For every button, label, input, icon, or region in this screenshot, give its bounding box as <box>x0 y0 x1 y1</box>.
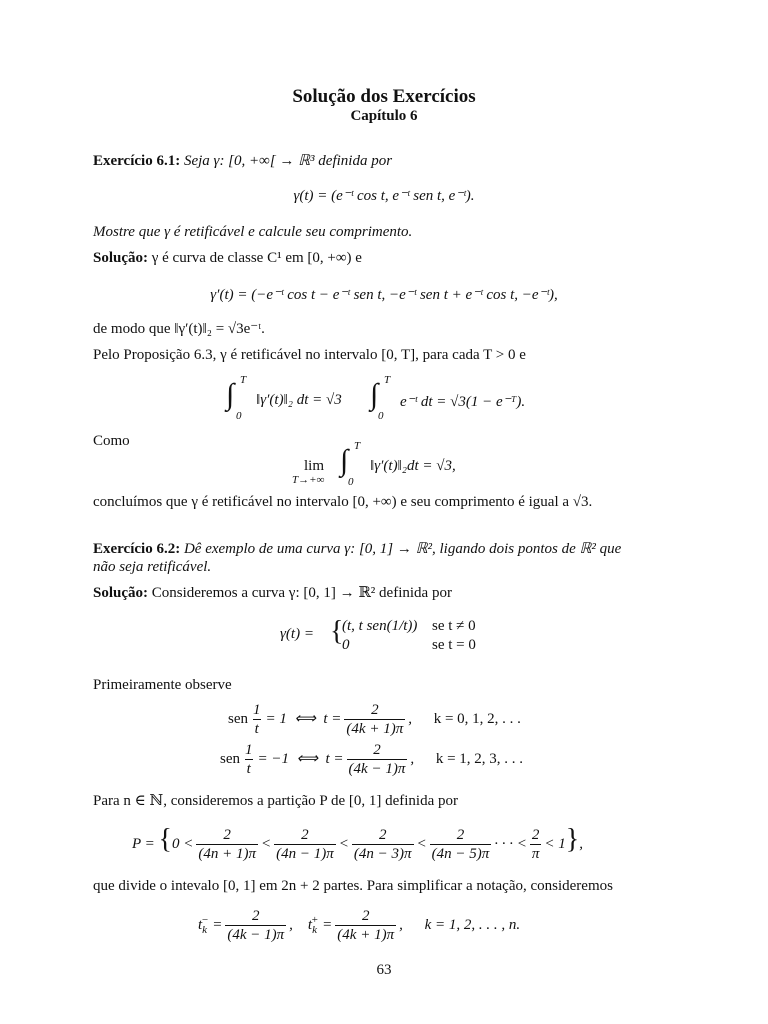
equation-derivative: γ′(t) = (−e⁻ᵗ cos t − e⁻ᵗ sen t, −e⁻ᵗ sen t + e⁻ᵗ cos t, −e⁻ᵗ), <box>210 287 558 303</box>
document-page: Solução dos Exercícios Capítulo 6 Exercício 6.1: Seja γ: [0, +∞[ → ℝ³ definida por γ(t) = (e⁻ᵗ cos t, e⁻ᵗ sen t, e⁻ᵗ). Mostre que γ é retificável e calcule seu comprimento. Solução: γ é curva de classe C¹ em [0, +∞) e γ′(t) = (−e⁻ᵗ cos t − e⁻ᵗ sen t, −e⁻ᵗ sen t + e⁻ᵗ cos t, −e⁻ᵗ), de modo que ‖γ′(t)‖₂ = √3e⁻ᵗ. Pelo Proposição 6.3, γ é retificável no intervalo [0, T], para cada T > 0 e ∫ T 0 ‖γ′(t)‖₂ dt = √3 ∫ T 0 e⁻ᵗ dt = √3(1 − e⁻ᵀ). Como lim T→+∞ ∫ T 0 ‖γ′(t)‖₂dt = √3, concluímos que γ é retificável no intervalo [0, +∞) e seu comprimento é igual a √3. Exercício 6.2: Dê exemplo de uma curva γ: [0, 1] → ℝ², ligando dois pontos de ℝ² que não seja retificável. Solução: Consideremos a curva γ: [0, 1] → ℝ² definida por γ(t) = { (t, t sen(1/t)) se t ≠ 0 0 se t = 0 Primeiramente observe sen $\frac{1}{t}$ = 1 ⟺ t = $\frac{2}{(4k + 1)\pi}$ , k = 0, 1, 2, . . . sen $\frac{1}{t}$ = −1 ⟺ t = $\frac{2}{(4k - 1)\pi}$ , k = 1, 2, 3, . . . Para n ∈ ℕ, consideremos a partição P de [0, 1] definida por P = {0 < $\frac{2}{(4n + 1)\pi}$ < $\frac{2}{(4n - 1)\pi}$ < $\frac{2}{(4n - 3)\pi}$ < $\frac{2}{(4n - 5)\pi}$ · · · < $\frac{2}{\pi}$ < 1}, que divide o intevalo [0, 1] em 2n + 2 partes. Para simplificar a notação, consideremos $t_k^-$ = $\frac{2}{(4k - 1)\pi}$ , $t_k^+$ = $\frac{2}{(4k + 1)\pi}$ , k = 1, 2, . . . , n. 63 <box>0 0 768 1024</box>
page-title: Solução dos Exercícios <box>292 86 476 107</box>
solution-line <box>93 584 452 602</box>
equation-partition: P = {0 < $\frac{2}{(4n + 1)\pi}$ < $\frac{2}{(4n - 1)\pi}$ < $\frac{2}{(4n - 3)\pi}$ < $\frac{2}{(4n - 5)\pi}$ · · · < $\frac{2}{\pi}$ < 1}, <box>132 824 583 863</box>
solution-line <box>93 249 362 267</box>
norm-line: de modo que ‖γ′(t)‖₂ = √3e⁻ᵗ. <box>93 321 265 337</box>
exercise-text: Dê exemplo de uma curva γ: [0, 1] → ℝ², ligando dois pontos de ℝ² que <box>183 541 622 557</box>
exercise-text: Seja γ: [0, +∞[ → ℝ³ definida por <box>183 153 393 169</box>
proposition-line: Pelo Proposição 6.3, γ é retificável no intervalo [0, T], para cada T > 0 e <box>93 347 526 363</box>
page-number: 63 <box>376 962 392 978</box>
exercise-label: Exercício 6.1: <box>93 153 181 169</box>
solution-text: γ é curva de classe C¹ em [0, +∞) e <box>151 250 362 266</box>
exercise-6-2-statement <box>93 540 621 558</box>
page-subtitle: Capítulo 6 <box>350 108 418 124</box>
exercise-label: Exercício 6.2: <box>93 541 181 557</box>
divide-line: que divide o intevalo [0, 1] em 2n + 2 partes. Para simplificar a notação, consideremos <box>93 878 613 894</box>
equation-gamma: γ(t) = (e⁻ᵗ cos t, e⁻ᵗ sen t, e⁻ᵗ). <box>293 188 475 204</box>
conclusion-line: concluímos que γ é retificável no intervalo [0, +∞) e seu comprimento é igual a √3. <box>93 494 593 510</box>
solution-label: Solução: <box>93 250 149 266</box>
exercise-task: Mostre que γ é retificável e calcule seu comprimento. <box>93 224 413 240</box>
equation-tk: $t_k^-$ = $\frac{2}{(4k - 1)\pi}$ , $t_k^+$ = $\frac{2}{(4k + 1)\pi}$ , k = 1, 2, . . . , n. <box>198 908 521 943</box>
observation-2: sen $\frac{1}{t}$ = −1 ⟺ t = $\frac{2}{(4k - 1)\pi}$ , k = 1, 2, 3, . . . <box>220 742 524 777</box>
observation-1: sen $\frac{1}{t}$ = 1 ⟺ t = $\frac{2}{(4k + 1)\pi}$ , k = 0, 1, 2, . . . <box>228 702 521 737</box>
exercise-text-cont: não seja retificável. <box>93 559 212 575</box>
exercise-6-1-statement <box>93 152 392 170</box>
como-line: Como <box>93 433 130 449</box>
solution-text: Consideremos a curva γ: [0, 1] → ℝ² definida por <box>151 585 452 601</box>
solution-label: Solução: <box>93 585 149 601</box>
partition-line: Para n ∈ ℕ, consideremos a partição P de [0, 1] definida por <box>93 793 458 809</box>
observe-line: Primeiramente observe <box>93 677 232 693</box>
